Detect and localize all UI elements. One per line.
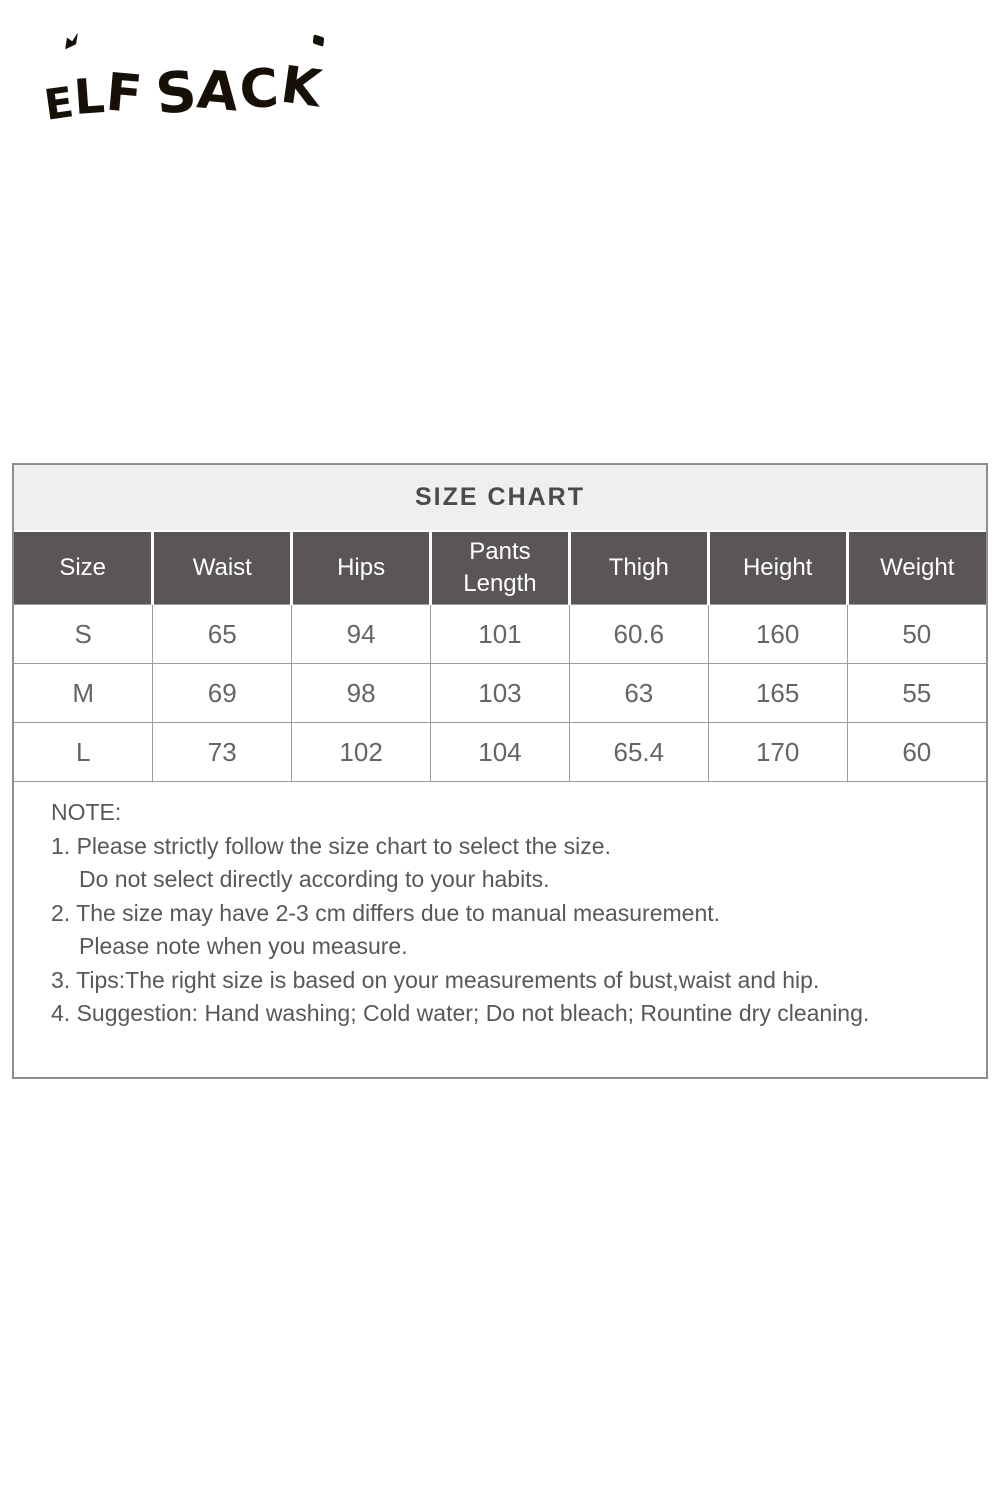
cell-thigh: 63: [569, 664, 708, 723]
note-line: 1. Please strictly follow the size chart to select the size.: [51, 832, 611, 859]
size-chart-header: [14, 532, 986, 605]
cell-height: 160: [708, 605, 847, 664]
cell-pants-length: 101: [431, 605, 570, 664]
cell-waist: 73: [153, 723, 292, 782]
logo-letter: E: [41, 77, 77, 130]
size-chart-body: [14, 605, 986, 782]
cell-hips: 102: [292, 723, 431, 782]
size-chart-table: [14, 532, 986, 782]
note-line-continuation: Do not select directly according to your habits.: [79, 866, 550, 892]
cell-height: 165: [708, 664, 847, 723]
cell-weight: 50: [847, 605, 986, 664]
column-header-waist: Waist: [153, 532, 292, 605]
cell-thigh: 65.4: [569, 723, 708, 782]
cell-weight: 55: [847, 664, 986, 723]
header-row: [14, 532, 986, 605]
note-line: 4. Suggestion: Hand washing; Cold water; Do not bleach; Rountine dry cleaning.: [51, 1000, 870, 1026]
note-line: 2. The size may have 2-3 cm differs due to manual measurement.: [51, 899, 721, 926]
table-row-size-m: [14, 664, 986, 723]
column-header-height: Height: [708, 532, 847, 605]
logo-letter: L: [71, 68, 107, 127]
cell-size: M: [14, 664, 153, 723]
cell-height: 170: [708, 723, 847, 782]
cell-hips: 98: [292, 664, 431, 723]
note-title: NOTE:: [51, 799, 122, 825]
cell-thigh: 60.6: [569, 605, 708, 664]
cell-weight: 60: [847, 723, 986, 782]
logo-letter: A: [194, 58, 242, 124]
cell-waist: 65: [153, 605, 292, 664]
cell-waist: 69: [153, 664, 292, 723]
column-header-pants-length: Pants Length: [431, 532, 570, 605]
note-line-continuation: Please note when you measure.: [79, 933, 408, 959]
column-header-weight: Weight: [847, 532, 986, 605]
column-header-size: Size: [14, 532, 153, 605]
logo-letter: S: [152, 58, 200, 128]
logo-letter: K: [277, 55, 325, 120]
cell-hips: 94: [292, 605, 431, 664]
table-row-size-l: [14, 723, 986, 782]
size-chart-panel: [12, 463, 988, 1079]
table-row-size-s: [14, 605, 986, 664]
elf-sack-logo: [41, 40, 325, 130]
note-section: [14, 782, 986, 1077]
logo-accent-mark-icon: [64, 33, 79, 50]
size-chart-title: SIZE CHART: [14, 465, 986, 532]
logo-letter: F: [103, 62, 145, 126]
note-line: 3. Tips:The right size is based on your measurements of bust,waist and hip.: [51, 966, 820, 993]
logo-letter: C: [237, 57, 281, 121]
column-header-thigh: Thigh: [569, 532, 708, 605]
cell-size: L: [14, 723, 153, 782]
logo-accent-mark-icon: [312, 34, 323, 47]
column-header-hips: Hips: [292, 532, 431, 605]
cell-pants-length: 103: [431, 664, 570, 723]
cell-pants-length: 104: [431, 723, 570, 782]
cell-size: S: [14, 605, 153, 664]
